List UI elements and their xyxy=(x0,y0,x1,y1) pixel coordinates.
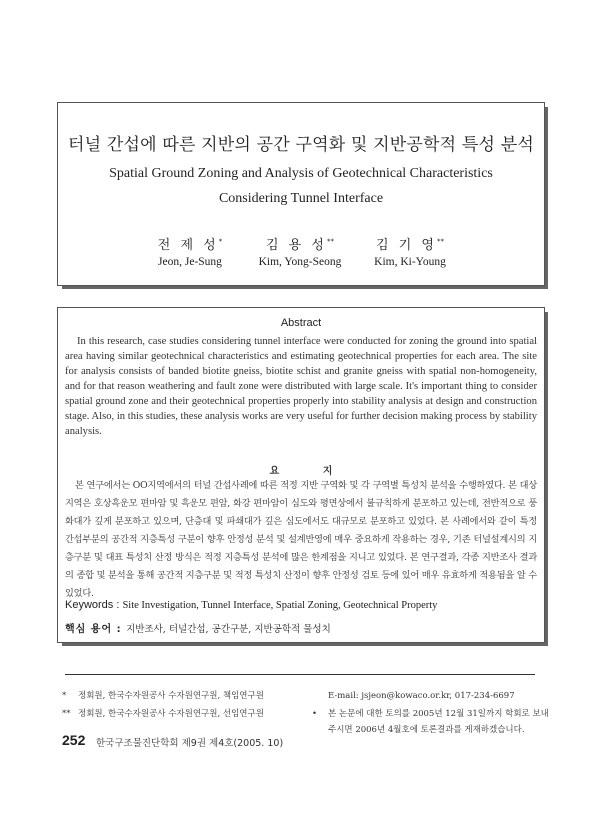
footnote-text: 정회원, 한국수자원공사 수자원연구원, 책임연구원 xyxy=(78,691,264,701)
korean-title: 터널 간섭에 따른 지반의 공간 구역화 및 지반공학적 특성 분석 xyxy=(68,135,534,155)
footnote-text: 정회원, 한국수자원공사 수자원연구원, 선임연구원 xyxy=(78,709,264,719)
author-3-mark: ** xyxy=(436,237,444,246)
footnote-left-1 xyxy=(62,688,264,704)
korean-keywords-value: 지반조사, 터널간섭, 공간구분, 지반공학적 물성치 xyxy=(126,624,331,635)
abstract-text: In this research, case studies considering tunnel interface were conducted for zoning the ground into spatial area having similar geotechnical characteristics and estimating geotechnical properties for each area. The site for analysis consists of banded biotite gneiss, biotite schist and granite gneiss with spatial non-homogeneity, and for that reason weathering and fault zone were distributed with large scale. It's important thing to consider spatial ground zone and their geotechnical properties properly into stability analysis at design and construction stage. Also, in this studies, these analysis works are very useful for further decision making process by stability analysis. xyxy=(65,336,537,437)
footnote-mark: ** xyxy=(62,709,71,719)
footnote-right-1 xyxy=(312,688,515,704)
footnote-right-3 xyxy=(312,722,525,738)
page-number: 252 xyxy=(62,732,86,748)
author-2-english: Kim, Yong-Seong xyxy=(258,256,342,268)
abstract-heading: Abstract xyxy=(280,317,322,329)
author-1-korean xyxy=(140,234,240,253)
author-3-english: Kim, Ki-Young xyxy=(374,256,446,268)
author-2-mark: ** xyxy=(326,237,334,246)
footnote-mark: * xyxy=(62,691,67,701)
box-shadow-right xyxy=(545,107,548,289)
author-2-korean xyxy=(250,234,350,253)
box-shadow-bottom xyxy=(62,286,548,289)
yoji-heading: 요 지 xyxy=(269,466,353,477)
keywords-label: Keywords : xyxy=(65,599,123,611)
journal-citation: 한국구조물진단학회 제9권 제4호(2005. 10) xyxy=(96,738,284,749)
box-shadow-right xyxy=(545,312,548,646)
footnote-right-2 xyxy=(312,706,549,722)
footnote-text: 주시면 2006년 4월호에 토론결과를 게재하겠습니다. xyxy=(328,725,525,735)
box-shadow-bottom xyxy=(62,643,548,646)
english-title-line2: Considering Tunnel Interface xyxy=(218,191,384,206)
footnote-rule xyxy=(65,674,535,675)
author-3-korean xyxy=(360,234,460,253)
footnote-text: E-mail: jsjeon@kowaco.or.kr, 017-234-6697 xyxy=(328,691,515,701)
keywords-value: Site Investigation, Tunnel Interface, Spatial Zoning, Geotechnical Property xyxy=(122,600,438,611)
keywords-english xyxy=(65,599,437,611)
author-2-korean-name: 김 용 성 xyxy=(266,238,327,253)
footnote-mark: • xyxy=(312,709,318,719)
korean-keywords-label: 핵심 용어 : xyxy=(65,624,127,635)
yoji-text: 본 연구에서는 OO지역에서의 터널 간섭사례에 따른 적정 지반 구역화 및 각 구역별 특성치 분석을 수행하였다. 본 대상 지역은 호상흑운모 편마암 및 흑운모 편암, 화강 편마암이 심도와 평면상에서 불규칙하게 분포하고 있는데, 전반적으로 풍화대가 깊게 분포하고 있으며, 단층대 및 파쇄대가 깊은 심도에서도 대규모로 분포하고 있었다. 본 사례에서와 같이 특정 간섭부분의 공간적 지층특성 구분이 향후 안정성 분석 및 설계반영에 매우 중요하게 작용하는 경우, 기존 터널설계시의 지층구분 및 대표 특성치 산정 방식은 적정 지층특성 분석에 많은 한계점을 지니고 있었다. 본 연구결과, 각종 지반조사 결과의 종합 및 분석을 통해 공간적 지층구분 및 적정 특성치 산정이 향후 안정성 검토 등에 있어 매우 유효하게 적용됨을 알 수 있었다. xyxy=(65,480,537,599)
author-1-mark: * xyxy=(218,237,223,246)
footnote-left-2 xyxy=(62,706,264,722)
keywords-korean xyxy=(65,620,331,635)
author-3-korean-name: 김 기 영 xyxy=(376,238,437,253)
english-title-line1: Spatial Ground Zoning and Analysis of Geotechnical Characteristics xyxy=(109,166,493,181)
footnote-text: 본 논문에 대한 토의를 2005년 12월 31일까지 학회로 보내 xyxy=(328,709,549,719)
author-1-english: Jeon, Je-Sung xyxy=(158,256,222,268)
author-1-korean-name: 전 제 성 xyxy=(157,238,219,253)
